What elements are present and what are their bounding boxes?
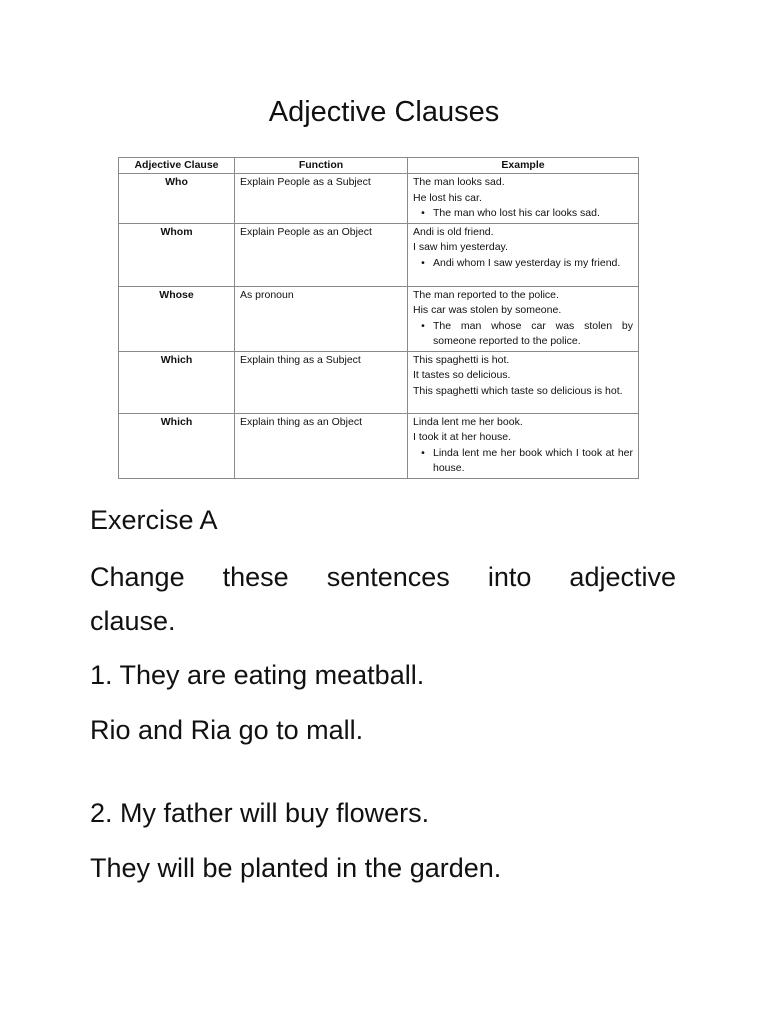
- example-bullet: [413, 256, 633, 272]
- example-line: This spaghetti is hot.: [413, 353, 510, 366]
- example-cell: [408, 413, 639, 478]
- table-row: [119, 286, 639, 351]
- example-cell: [408, 351, 639, 413]
- function-cell: Explain People as a Subject: [235, 174, 408, 224]
- exercise-item-2-sentence-1: 2. My father will buy flowers.: [90, 798, 430, 828]
- table-row: [119, 223, 639, 286]
- example-line: Andi is old friend.: [413, 225, 494, 238]
- example-line: It tastes so delicious.: [413, 369, 511, 381]
- header-example: Example: [408, 158, 639, 174]
- example-bullet: [413, 319, 633, 350]
- example-line: His car was stolen by someone.: [413, 304, 562, 316]
- header-function: Function: [235, 158, 408, 174]
- exercise-item-1-sentence-1: 1. They are eating meatball.: [90, 660, 425, 690]
- clause-cell: Which: [119, 351, 235, 413]
- exercise-item-2-sentence-2: They will be planted in the garden.: [90, 853, 502, 883]
- example-line: The man looks sad.: [413, 176, 505, 188]
- example-bullet-text: Andi whom I saw yesterday is my friend.: [433, 256, 621, 269]
- clause-cell: Whose: [119, 286, 235, 351]
- header-adjective-clause: Adjective Clause: [119, 158, 235, 174]
- instruction-line: Change these sentences into adjective: [90, 562, 676, 592]
- example-cell: [408, 286, 639, 351]
- example-line: The man reported to the police.: [413, 288, 559, 301]
- bullet-icon: •: [421, 319, 425, 332]
- table-row: [119, 413, 639, 478]
- example-line: He lost his car.: [413, 191, 482, 204]
- page-title: Adjective Clauses: [268, 96, 500, 128]
- table-row: [119, 351, 639, 413]
- instruction-line: clause.: [90, 606, 176, 636]
- bullet-icon: •: [421, 446, 425, 459]
- adjective-clause-table: [118, 157, 639, 479]
- example-line: This spaghetti which taste so delicious is hot.: [413, 384, 623, 397]
- example-cell: [408, 223, 639, 286]
- example-bullet-text: The man who lost his car looks sad.: [433, 207, 600, 219]
- example-cell: [408, 174, 639, 224]
- clause-cell: Whom: [119, 223, 235, 286]
- example-line: Linda lent me her book.: [413, 415, 523, 428]
- example-line: I saw him yesterday.: [413, 241, 508, 253]
- exercise-item-1-sentence-2: Rio and Ria go to mall.: [90, 715, 364, 745]
- example-line: I took it at her house.: [413, 431, 512, 443]
- clause-cell: Who: [119, 174, 235, 224]
- function-cell: As pronoun: [235, 286, 408, 351]
- example-bullet-text: The man whose car was stolen by someone reported to the police.: [433, 319, 633, 347]
- exercise-instruction: [90, 555, 676, 643]
- function-cell: Explain People as an Object: [235, 223, 408, 286]
- function-cell: Explain thing as an Object: [235, 413, 408, 478]
- example-bullet: [413, 446, 633, 477]
- clause-cell: Which: [119, 413, 235, 478]
- exercise-heading: Exercise A: [90, 505, 218, 535]
- example-bullet-text: Linda lent me her book which I took at her house.: [433, 446, 633, 474]
- bullet-icon: •: [421, 207, 425, 219]
- function-cell: Explain thing as a Subject: [235, 351, 408, 413]
- table-header-row: [119, 158, 639, 174]
- example-bullet: [413, 206, 633, 222]
- bullet-icon: •: [421, 256, 425, 269]
- table-row: [119, 174, 639, 224]
